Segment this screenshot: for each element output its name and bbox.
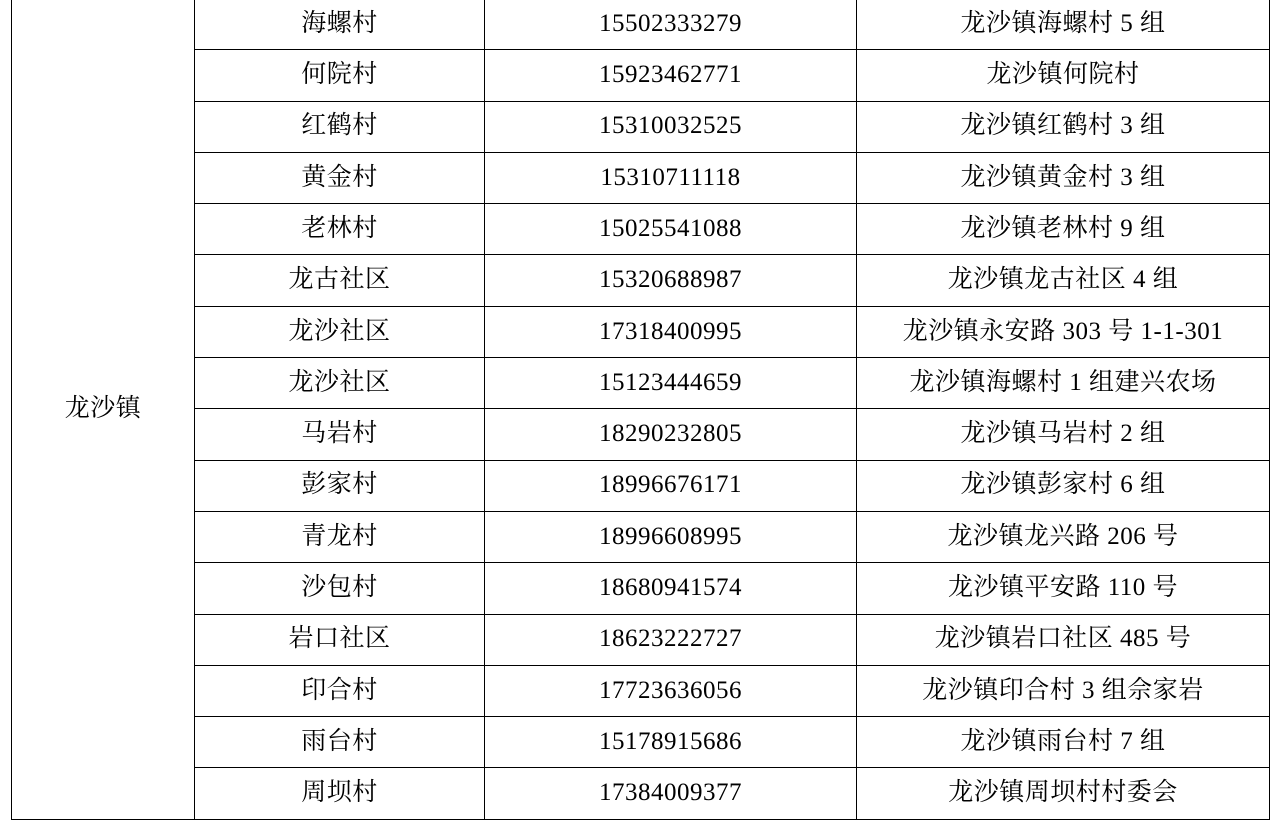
table-row [12, 0, 1270, 50]
village-cell: 海螺村 [195, 0, 485, 50]
contact-table [11, 0, 1270, 820]
table-row [12, 50, 1270, 101]
table-row [12, 101, 1270, 152]
phone-cell: 18996608995 [485, 511, 857, 562]
table-row [12, 460, 1270, 511]
phone-cell: 17384009377 [485, 768, 857, 819]
phone-cell: 18623222727 [485, 614, 857, 665]
phone-cell: 15123444659 [485, 358, 857, 409]
table-row [12, 306, 1270, 357]
table-row [12, 563, 1270, 614]
village-cell: 岩口社区 [195, 614, 485, 665]
address-cell: 龙沙镇马岩村 2 组 [857, 409, 1270, 460]
table-row [12, 665, 1270, 716]
table-row [12, 152, 1270, 203]
phone-cell: 15178915686 [485, 717, 857, 768]
village-cell: 黄金村 [195, 152, 485, 203]
address-cell: 龙沙镇海螺村 5 组 [857, 0, 1270, 50]
address-cell: 龙沙镇印合村 3 组佘家岩 [857, 665, 1270, 716]
village-cell: 印合村 [195, 665, 485, 716]
town-cell: 龙沙镇 [12, 0, 195, 819]
phone-cell: 15320688987 [485, 255, 857, 306]
village-cell: 彭家村 [195, 460, 485, 511]
phone-cell: 15310711118 [485, 152, 857, 203]
village-cell: 沙包村 [195, 563, 485, 614]
village-cell: 龙古社区 [195, 255, 485, 306]
phone-cell: 17723636056 [485, 665, 857, 716]
address-cell: 龙沙镇雨台村 7 组 [857, 717, 1270, 768]
phone-cell: 15310032525 [485, 101, 857, 152]
address-cell: 龙沙镇周坝村村委会 [857, 768, 1270, 819]
phone-cell: 15923462771 [485, 50, 857, 101]
phone-cell: 17318400995 [485, 306, 857, 357]
address-cell: 龙沙镇平安路 110 号 [857, 563, 1270, 614]
village-cell: 红鹤村 [195, 101, 485, 152]
table-row [12, 204, 1270, 255]
address-cell: 龙沙镇红鹤村 3 组 [857, 101, 1270, 152]
table-row [12, 409, 1270, 460]
address-cell: 龙沙镇龙兴路 206 号 [857, 511, 1270, 562]
village-cell: 龙沙社区 [195, 358, 485, 409]
village-cell: 龙沙社区 [195, 306, 485, 357]
phone-cell: 18290232805 [485, 409, 857, 460]
village-cell: 老林村 [195, 204, 485, 255]
address-cell: 龙沙镇岩口社区 485 号 [857, 614, 1270, 665]
village-cell: 马岩村 [195, 409, 485, 460]
village-cell: 何院村 [195, 50, 485, 101]
phone-cell: 15025541088 [485, 204, 857, 255]
village-cell: 雨台村 [195, 717, 485, 768]
address-cell: 龙沙镇黄金村 3 组 [857, 152, 1270, 203]
phone-cell: 15502333279 [485, 0, 857, 50]
phone-cell: 18996676171 [485, 460, 857, 511]
village-cell: 青龙村 [195, 511, 485, 562]
address-cell: 龙沙镇海螺村 1 组建兴农场 [857, 358, 1270, 409]
address-cell: 龙沙镇何院村 [857, 50, 1270, 101]
table-row [12, 717, 1270, 768]
table-body [12, 0, 1270, 819]
table-row [12, 358, 1270, 409]
village-cell: 周坝村 [195, 768, 485, 819]
phone-cell: 18680941574 [485, 563, 857, 614]
table-row [12, 255, 1270, 306]
table-row [12, 511, 1270, 562]
address-cell: 龙沙镇永安路 303 号 1-1-301 [857, 306, 1270, 357]
address-cell: 龙沙镇彭家村 6 组 [857, 460, 1270, 511]
address-cell: 龙沙镇老林村 9 组 [857, 204, 1270, 255]
address-cell: 龙沙镇龙古社区 4 组 [857, 255, 1270, 306]
table-row [12, 614, 1270, 665]
table-row [12, 768, 1270, 819]
